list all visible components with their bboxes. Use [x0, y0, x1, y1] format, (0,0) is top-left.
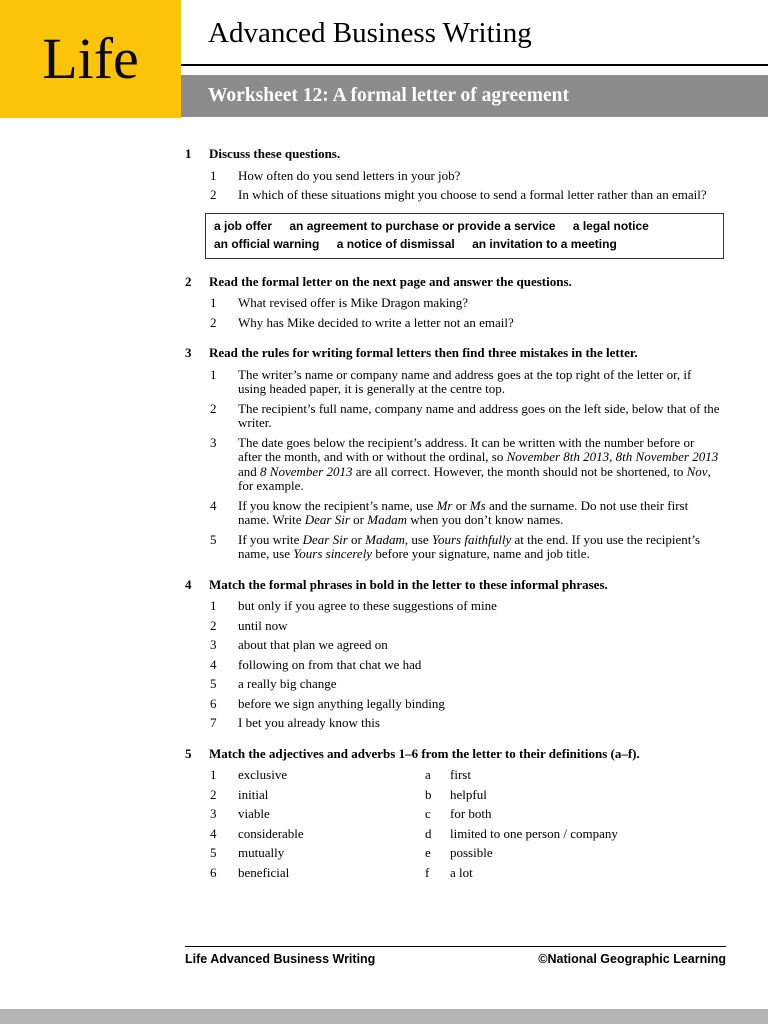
- item-number: 3: [210, 637, 217, 652]
- item-number: 4: [210, 825, 217, 841]
- section-number: 1: [185, 146, 192, 161]
- item-number: 5: [210, 676, 217, 691]
- phrase-item: [210, 619, 720, 634]
- item-number: 2: [210, 400, 217, 416]
- phrase-item: [210, 599, 720, 614]
- match-row: [210, 827, 720, 842]
- item-number: 6: [210, 695, 217, 711]
- item-number: 3: [210, 806, 217, 821]
- situations-box: [205, 213, 724, 259]
- phrase-item: [210, 658, 720, 673]
- item-number: 4: [210, 656, 217, 672]
- item-number: 1: [210, 598, 217, 613]
- section-title: Match the formal phrases in bold in the letter to these informal phrases.: [209, 576, 608, 592]
- match-letter: b: [425, 786, 432, 802]
- phrase-item: [210, 697, 720, 712]
- item-number: 4: [210, 497, 217, 513]
- section-number: 4: [185, 576, 192, 592]
- rule-item: [210, 436, 720, 494]
- section-4-match-phrases: [185, 578, 720, 731]
- item-text: but only if you agree to these suggestions of mine: [238, 598, 497, 613]
- match-definition: helpful: [450, 786, 487, 802]
- item-text: following on from that chat we had: [238, 656, 422, 672]
- question-item: [210, 316, 720, 331]
- item-number: 7: [210, 715, 217, 730]
- match-word: beneficial: [238, 864, 290, 880]
- page-header: [0, 0, 768, 121]
- section-1-questions: [210, 169, 720, 203]
- item-text: If you know the recipient’s name, use Mr or Ms and the surname. Do not use their first name. Write Dear Sir or Madam when you don’t know names.: [238, 497, 689, 527]
- match-word: exclusive: [238, 767, 288, 782]
- section-2-questions: [210, 296, 720, 330]
- item-number: 2: [210, 786, 217, 802]
- question-item: [210, 296, 720, 311]
- section-title: Read the formal letter on the next page and answer the questions.: [209, 273, 572, 289]
- rule-item: [210, 533, 720, 562]
- match-letter: e: [425, 845, 431, 860]
- item-number: 6: [210, 864, 217, 880]
- item-text: before we sign anything legally binding: [238, 695, 445, 711]
- phrase-item: [210, 638, 720, 653]
- phrase-line: [214, 217, 715, 235]
- item-text: What revised offer is Mike Dragon making?: [238, 295, 469, 310]
- section-5-match-list: [210, 768, 720, 880]
- page-bottom-edge: [0, 1009, 768, 1024]
- item-text: The date goes below the recipient’s address. It can be written with the number before or after the month, and with or without the ordinal, so November 8th 2013, 8th November 2013 and 8 November 2013 are all correct. However, the month should not be shortened, to Nov, for example.: [238, 434, 719, 493]
- phrase-item: [210, 716, 720, 731]
- item-text: If you write Dear Sir or Madam, use Yours faithfully at the end. If you use the recipient’s name, use Yours sincerely before your signature, name and job title.: [238, 531, 701, 561]
- item-number: 3: [210, 434, 217, 450]
- section-1-heading: [185, 147, 720, 162]
- item-text: In which of these situations might you choose to send a formal letter rather than an email?: [238, 187, 707, 202]
- rule-item: [210, 499, 720, 528]
- section-number: 3: [185, 345, 192, 360]
- phrase: an invitation to a meeting: [472, 236, 617, 251]
- page-footer: [185, 946, 726, 966]
- item-number: 1: [210, 295, 217, 310]
- section-4-heading: [185, 578, 720, 593]
- item-number: 1: [210, 767, 217, 782]
- item-text: Why has Mike decided to write a letter not an email?: [238, 314, 514, 330]
- item-text: I bet you already know this: [238, 715, 380, 730]
- course-title: Advanced Business Writing: [181, 0, 768, 66]
- item-text: about that plan we agreed on: [238, 637, 388, 652]
- section-title: Read the rules for writing formal letters then find three mistakes in the letter.: [209, 345, 638, 360]
- match-definition: a lot: [450, 864, 473, 880]
- section-2-read-letter: [185, 275, 720, 331]
- match-row: [210, 807, 720, 822]
- section-3-heading: [185, 346, 720, 361]
- phrase-item: [210, 677, 720, 692]
- match-word: mutually: [238, 845, 285, 860]
- question-item: [210, 188, 720, 203]
- item-text: The recipient’s full name, company name and address goes on the left side, below that of the writer.: [238, 400, 720, 430]
- match-letter: f: [425, 864, 430, 880]
- phrase: an agreement to purchase or provide a service: [289, 218, 556, 233]
- phrase: a legal notice: [572, 218, 649, 233]
- item-number: 2: [210, 187, 217, 202]
- section-5-heading: [185, 747, 720, 762]
- section-4-phrases-list: [210, 599, 720, 731]
- footer-course-name: Life Advanced Business Writing: [185, 952, 376, 966]
- phrase: an official warning: [214, 236, 320, 251]
- section-5-match-definitions: [185, 747, 720, 881]
- item-number: 1: [210, 366, 217, 382]
- item-number: 5: [210, 845, 217, 860]
- item-text: until now: [238, 617, 288, 633]
- match-definition: limited to one person / company: [450, 825, 618, 841]
- match-word: viable: [238, 806, 270, 821]
- match-letter: c: [425, 806, 431, 821]
- life-logo-text: Life: [42, 26, 139, 91]
- match-word: considerable: [238, 825, 304, 841]
- worksheet-title: Worksheet 12: A formal letter of agreement: [208, 85, 570, 106]
- match-word: initial: [238, 786, 269, 802]
- rule-item: [210, 368, 720, 397]
- section-2-heading: [185, 275, 720, 290]
- match-definition: possible: [450, 845, 493, 860]
- match-row: [210, 846, 720, 861]
- section-title: Match the adjectives and adverbs 1–6 from the letter to their definitions (a–f).: [209, 745, 640, 761]
- match-row: [210, 866, 720, 881]
- item-number: 2: [210, 314, 217, 330]
- item-text: How often do you send letters in your job?: [238, 167, 461, 183]
- item-number: 5: [210, 531, 217, 547]
- section-number: 5: [185, 745, 192, 761]
- question-item: [210, 169, 720, 184]
- phrase: a job offer: [214, 218, 273, 233]
- header-right: [181, 0, 768, 117]
- match-row: [210, 768, 720, 783]
- match-letter: a: [425, 767, 431, 782]
- life-logo: [0, 0, 181, 118]
- section-3-rules: [185, 346, 720, 562]
- match-definition: for both: [450, 806, 492, 821]
- section-number: 2: [185, 273, 192, 289]
- rule-item: [210, 402, 720, 431]
- phrase: a notice of dismissal: [336, 236, 455, 251]
- phrase-line: [214, 235, 715, 253]
- footer-copyright: ©National Geographic Learning: [538, 952, 726, 966]
- section-1-discuss: [185, 147, 720, 259]
- item-text: a really big change: [238, 676, 337, 691]
- match-definition: first: [450, 767, 471, 782]
- worksheet-title-bar: [181, 75, 768, 117]
- section-title: Discuss these questions.: [209, 146, 341, 161]
- item-number: 2: [210, 617, 217, 633]
- item-number: 1: [210, 167, 217, 183]
- match-row: [210, 788, 720, 803]
- match-letter: d: [425, 825, 432, 841]
- section-3-rules-list: [210, 368, 720, 562]
- item-text: The writer’s name or company name and address goes at the top right of the letter or, if using headed paper, it is generally at the centre top.: [238, 366, 692, 396]
- worksheet-content: [0, 121, 768, 880]
